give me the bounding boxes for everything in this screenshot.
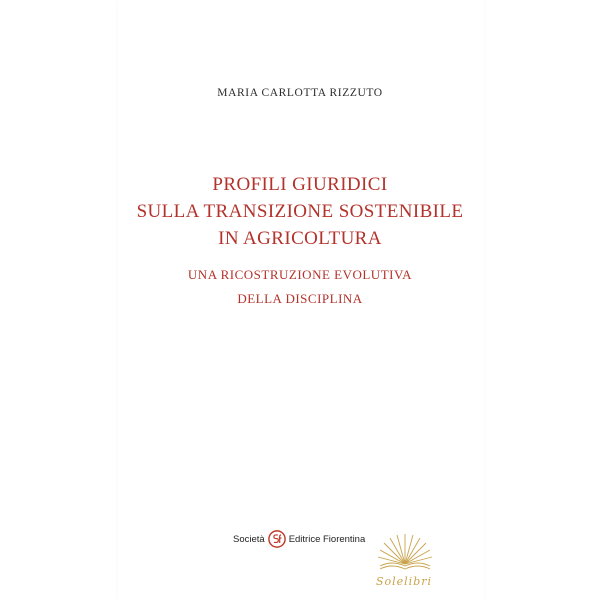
series-name: Solelibri: [375, 575, 433, 588]
book-subtitle: [0, 263, 600, 311]
publisher-name-left: Società: [233, 533, 265, 545]
book-title: [0, 171, 600, 252]
subtitle-line-1: UNA RICOSTRUZIONE EVOLUTIVA: [187, 267, 413, 282]
publisher-name-right: Editrice Fiorentina: [288, 533, 366, 545]
publisher-imprint: [233, 529, 365, 549]
title-line-1: PROFILI GIURIDICI: [212, 174, 388, 195]
title-line-3: IN AGRICOLTURA: [218, 228, 382, 249]
publisher-logo-icon: [268, 530, 286, 548]
subtitle-line-2: DELLA DISCIPLINA: [237, 291, 363, 306]
author-name: MARIA CARLOTTA RIZZUTO: [217, 87, 383, 99]
title-line-2: SULLA TRANSIZIONE SOSTENIBILE: [136, 201, 464, 222]
